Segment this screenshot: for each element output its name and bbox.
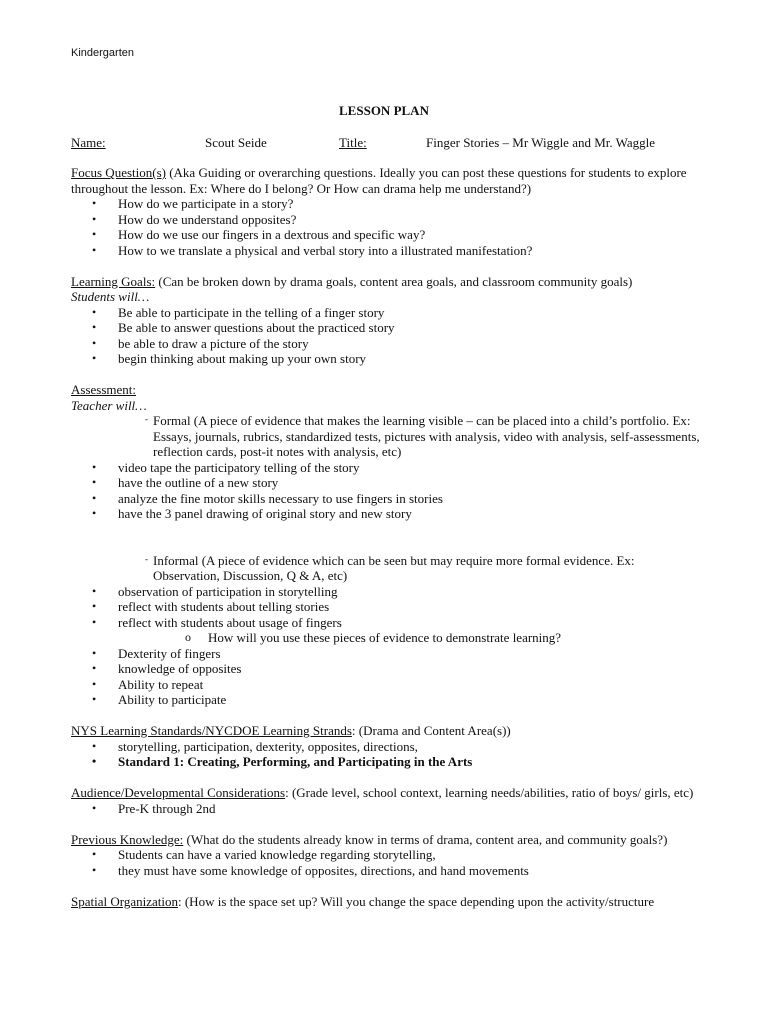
informal-assessment: - Informal (A piece of evidence which can be seen but may require more formal evidence. Ex: Observation, Discussion, Q & A, etc) — [71, 553, 701, 584]
list-item: • reflect with students about usage of fingers — [71, 615, 701, 631]
list-item: • video tape the participatory telling of the story — [71, 460, 701, 476]
spacer — [71, 522, 701, 553]
list-item: • have the 3 panel drawing of original story and new story — [71, 506, 701, 522]
name-label: Name: — [71, 135, 106, 150]
standards-heading: NYS Learning Standards/NYCDOE Learning Strands — [71, 723, 352, 738]
list-item: • How to we translate a physical and verbal story into a illustrated manifestation? — [71, 243, 701, 259]
list-item: • How do we use our fingers in a dextrous and specific way? — [71, 227, 701, 243]
spatial-section — [71, 894, 701, 910]
list-item: • storytelling, participation, dexterity, opposites, directions, — [71, 739, 701, 755]
focus-section — [71, 165, 701, 258]
list-item: • How do we participate in a story? — [71, 196, 701, 212]
focus-heading: Focus Question(s) — [71, 165, 166, 180]
standards-section — [71, 723, 701, 770]
list-item: • analyze the fine motor skills necessary to use fingers in stories — [71, 491, 701, 507]
list-item: • Be able to participate in the telling of a finger story — [71, 305, 701, 321]
spatial-desc: : (How is the space set up? Will you change the space depending upon the activity/structure — [177, 893, 655, 909]
audience-intro — [71, 785, 701, 801]
title-label: Title: — [339, 135, 367, 150]
previous-heading: Previous Knowledge: — [71, 831, 184, 847]
list-item: • observation of participation in storytelling — [71, 584, 701, 600]
spatial-intro — [71, 894, 701, 910]
goals-list — [71, 305, 701, 367]
informal-list — [71, 553, 701, 708]
audience-list — [71, 801, 701, 817]
list-item: • Dexterity of fingers — [71, 646, 701, 662]
list-item: • they must have some knowledge of opposites, directions, and hand movements — [71, 863, 701, 879]
list-item: • Be able to answer questions about the practiced story — [71, 320, 701, 336]
header-note: Kindergarten — [71, 47, 134, 59]
title-value: Finger Stories – Mr Wiggle and Mr. Waggle — [426, 135, 656, 150]
focus-desc: (Aka Guiding or overarching questions. Ideally you can post these questions for students to explore throughout the lesson. Ex: Where do I belong? Or How can drama help me understand?) — [71, 165, 687, 196]
previous-intro — [71, 832, 701, 848]
list-item: • have the outline of a new story — [71, 475, 701, 491]
lesson-body — [71, 165, 701, 925]
standards-list — [71, 739, 701, 770]
name-row — [0, 135, 768, 151]
assessment-heading: Assessment: — [71, 382, 136, 397]
focus-intro — [71, 165, 701, 196]
goals-section — [71, 274, 701, 367]
audience-heading: Audience/Developmental Considerations — [71, 785, 286, 800]
standard-1-item: • Standard 1: Creating, Performing, and Participating in the Arts — [71, 754, 701, 770]
assessment-subheading: Teacher will… — [71, 397, 147, 413]
assessment-section — [71, 382, 701, 708]
evidence-question: o How will you use these pieces of evidence to demonstrate learning? — [71, 630, 701, 646]
assessment-list — [71, 413, 701, 522]
list-item: • Ability to participate — [71, 692, 701, 708]
audience-section — [71, 785, 701, 816]
goals-desc: (Can be broken down by drama goals, content area goals, and classroom community goals) — [155, 273, 633, 289]
goals-heading: Learning Goals: — [71, 273, 156, 289]
goals-subheading: Students will… — [71, 289, 150, 304]
list-item: • reflect with students about telling stories — [71, 599, 701, 615]
list-item: • be able to draw a picture of the story — [71, 336, 701, 352]
standards-intro — [71, 723, 701, 739]
list-item: • knowledge of opposites — [71, 661, 701, 677]
formal-assessment: - Formal (A piece of evidence that makes the learning visible – can be placed into a child’s portfolio. Ex: Essays, journals, rubrics, standardized tests, pictures with analysis, video with analysis, self-assessments, reflection cards, post-it notes with analysis, etc) — [71, 413, 701, 460]
page-title: LESSON PLAN — [339, 103, 429, 118]
previous-desc: (What do the students already know in terms of drama, content area, and community goals?) — [183, 831, 668, 847]
list-item: • Pre-K through 2nd — [71, 801, 701, 817]
audience-desc: : (Grade level, school context, learning needs/abilities, ratio of boys/ girls, etc) — [285, 785, 694, 800]
list-item: • How do we understand opposites? — [71, 212, 701, 228]
spatial-heading: Spatial Organization — [71, 893, 178, 909]
list-item: • Students can have a varied knowledge regarding storytelling, — [71, 847, 701, 863]
previous-list — [71, 847, 701, 878]
name-value: Scout Seide — [205, 135, 267, 150]
list-item: • Ability to repeat — [71, 677, 701, 693]
standards-desc: : (Drama and Content Area(s)) — [351, 723, 511, 738]
focus-list — [71, 196, 701, 258]
previous-section — [71, 832, 701, 879]
list-item: • begin thinking about making up your own story — [71, 351, 701, 367]
goals-intro — [71, 274, 701, 290]
